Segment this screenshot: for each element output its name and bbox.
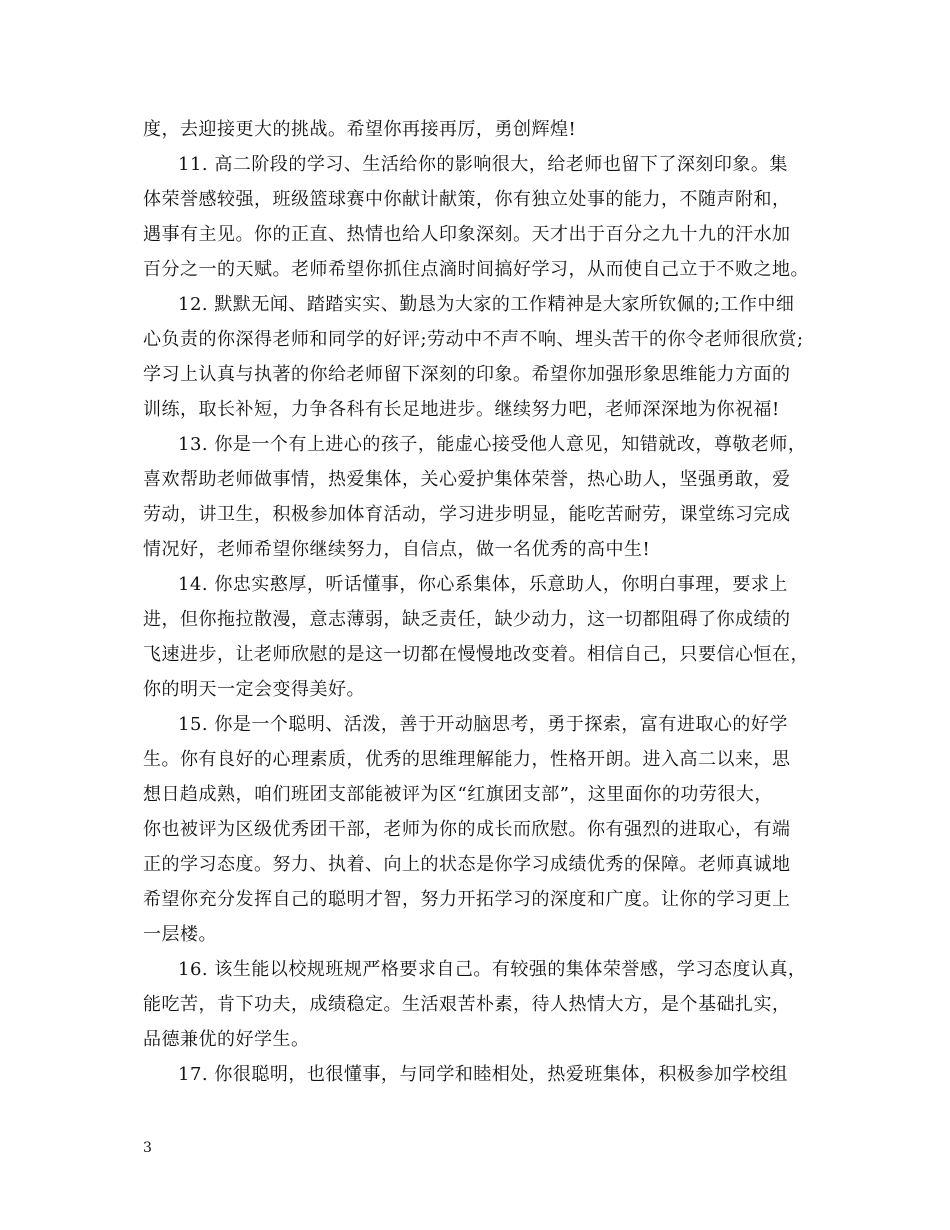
page-number: 3 (143, 1140, 152, 1156)
paragraph-17-line-1: 17. 你很聪明，也很懂事，与同学和睦相处，热爱班集体，积极参加学校组 (178, 1064, 788, 1085)
text-line: 希望你充分发挥自己的聪明才智，努力开拓学习的深度和广度。让你的学习更上 (143, 889, 791, 910)
text-line: 训练，取长补短，力争各科有长足地进步。继续努力吧，老师深深地为你祝福! (143, 399, 780, 420)
paragraph-14-line-1: 14. 你忠实憨厚，听话懂事，你心系集体，乐意助人，你明白事理，要求上 (178, 574, 788, 595)
paragraph-16-line-1: 16. 该生能以校规班规严格要求自己。有较强的集体荣誉感，学习态度认真， (178, 959, 807, 980)
text-line: 你也被评为区级优秀团干部，老师为你的成长而欣慰。你有强烈的进取心，有端 (143, 819, 791, 840)
text-line: 情况好，老师希望你继续努力，自信点，做一名优秀的高中生! (143, 539, 651, 560)
text-line: 劳动，讲卫生，积极参加体育活动，学习进步明显，能吃苦耐劳，课堂练习完成 (143, 504, 791, 525)
paragraph-11-line-1: 11. 高二阶段的学习、生活给你的影响很大，给老师也留下了深刻印象。集 (178, 154, 788, 175)
text-line: 品德兼优的好学生。 (143, 1029, 310, 1050)
text-line: 心负责的你深得老师和同学的好评;劳动中不声不响、埋头苦干的你令老师很欣赏; (143, 329, 804, 350)
text-line: 想日趋成熟，咱们班团支部能被评为区“红旗团支部”，这里面你的功劳很大， (143, 784, 773, 805)
paragraph-15-line-1: 15. 你是一个聪明、活泼，善于开动脑思考，勇于探索，富有进取心的好学 (178, 714, 788, 735)
text-line: 一层楼。 (143, 924, 217, 945)
text-line: 喜欢帮助老师做事情，热爱集体，关心爱护集体荣誉，热心助人，坚强勇敢，爱 (143, 469, 791, 490)
text-line: 遇事有主见。你的正直、热情也给人印象深刻。天才出于百分之九十九的汗水加 (143, 224, 791, 245)
paragraph-13-line-1: 13. 你是一个有上进心的孩子，能虚心接受他人意见，知错就改，尊敬老师， (178, 434, 807, 455)
text-line: 飞速进步，让老师欣慰的是这一切都在慢慢地改变着。相信自己，只要信心恒在， (143, 644, 809, 665)
text-line: 体荣誉感较强，班级篮球赛中你献计献策，你有独立处事的能力，不随声附和， (143, 189, 791, 210)
text-line: 你的明天一定会变得美好。 (143, 679, 365, 700)
text-line: 生。你有良好的心理素质，优秀的思维理解能力，性格开朗。进入高二以来，思 (143, 749, 791, 770)
text-line: 度，去迎接更大的挑战。希望你再接再厉，勇创辉煌! (143, 119, 577, 140)
text-line: 学习上认真与执著的你给老师留下深刻的印象。希望你加强形象思维能力方面的 (143, 364, 791, 385)
text-line: 百分之一的天赋。老师希望你抓住点滴时间搞好学习，从而使自己立于不败之地。 (143, 259, 809, 280)
text-line: 能吃苦，肯下功夫，成绩稳定。生活艰苦朴素，待人热情大方，是个基础扎实， (143, 994, 791, 1015)
text-line: 正的学习态度。努力、执着、向上的状态是你学习成绩优秀的保障。老师真诚地 (143, 854, 791, 875)
text-line: 进，但你拖拉散漫，意志薄弱，缺乏责任，缺少动力，这一切都阻碍了你成绩的 (143, 609, 791, 630)
paragraph-12-line-1: 12. 默默无闻、踏踏实实、勤恳为大家的工作精神是大家所钦佩的;工作中细 (178, 294, 795, 315)
